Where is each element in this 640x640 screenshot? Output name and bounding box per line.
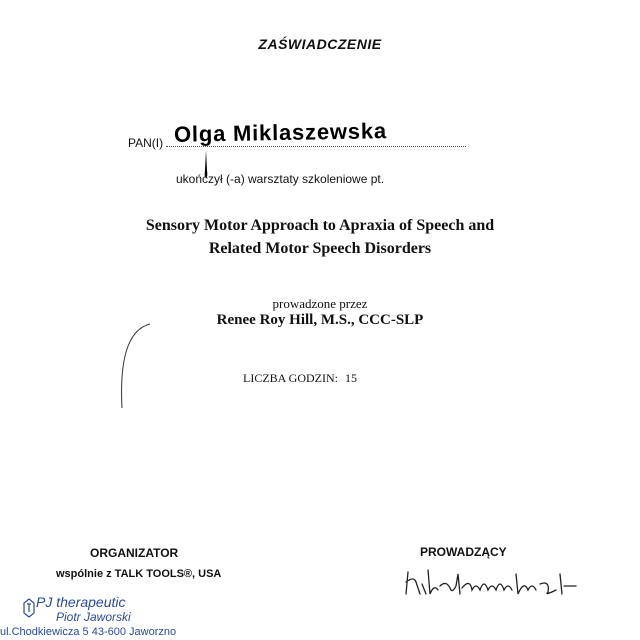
hours-label: LICZBA GODZIN: — [243, 371, 338, 385]
instructor-name: Renee Roy Hill, M.S., CCC-SLP — [216, 312, 424, 328]
organizer-heading: ORGANIZATOR — [90, 546, 179, 560]
stamp-address: ul.Chodkiewicza 5 43-600 Jaworzno — [0, 626, 177, 638]
pen-stroke-mark — [100, 320, 160, 410]
completed-text: ukończył (-a) warsztaty szkoleniowe pt. — [176, 172, 385, 186]
stamp-company: PJ therapeutic — [36, 594, 126, 610]
hours-value: 15 — [345, 371, 357, 385]
course-title — [0, 214, 640, 260]
course-title-line-2: Related Motor Speech Disorders — [208, 240, 432, 257]
lead-heading: PROWADZĄCY — [420, 545, 507, 559]
certificate-title: ZAŚWIADCZENIE — [258, 36, 382, 52]
recipient-prefix: PAN(I) — [128, 136, 164, 150]
stamp-logo-icon — [22, 598, 36, 618]
stamp-person: Piotr Jaworski — [56, 610, 131, 624]
led-by-text: prowadzone przez — [272, 296, 368, 311]
hours-line — [0, 371, 600, 386]
organizer-note: wspólnie z TALK TOOLS®, USA — [56, 568, 222, 580]
handwritten-recipient-name: Olga Miklaszewska — [173, 118, 388, 147]
company-stamp — [0, 594, 200, 640]
course-title-line-1: Sensory Motor Approach to Apraxia of Speech and — [145, 217, 495, 234]
instructor-signature — [400, 560, 590, 600]
